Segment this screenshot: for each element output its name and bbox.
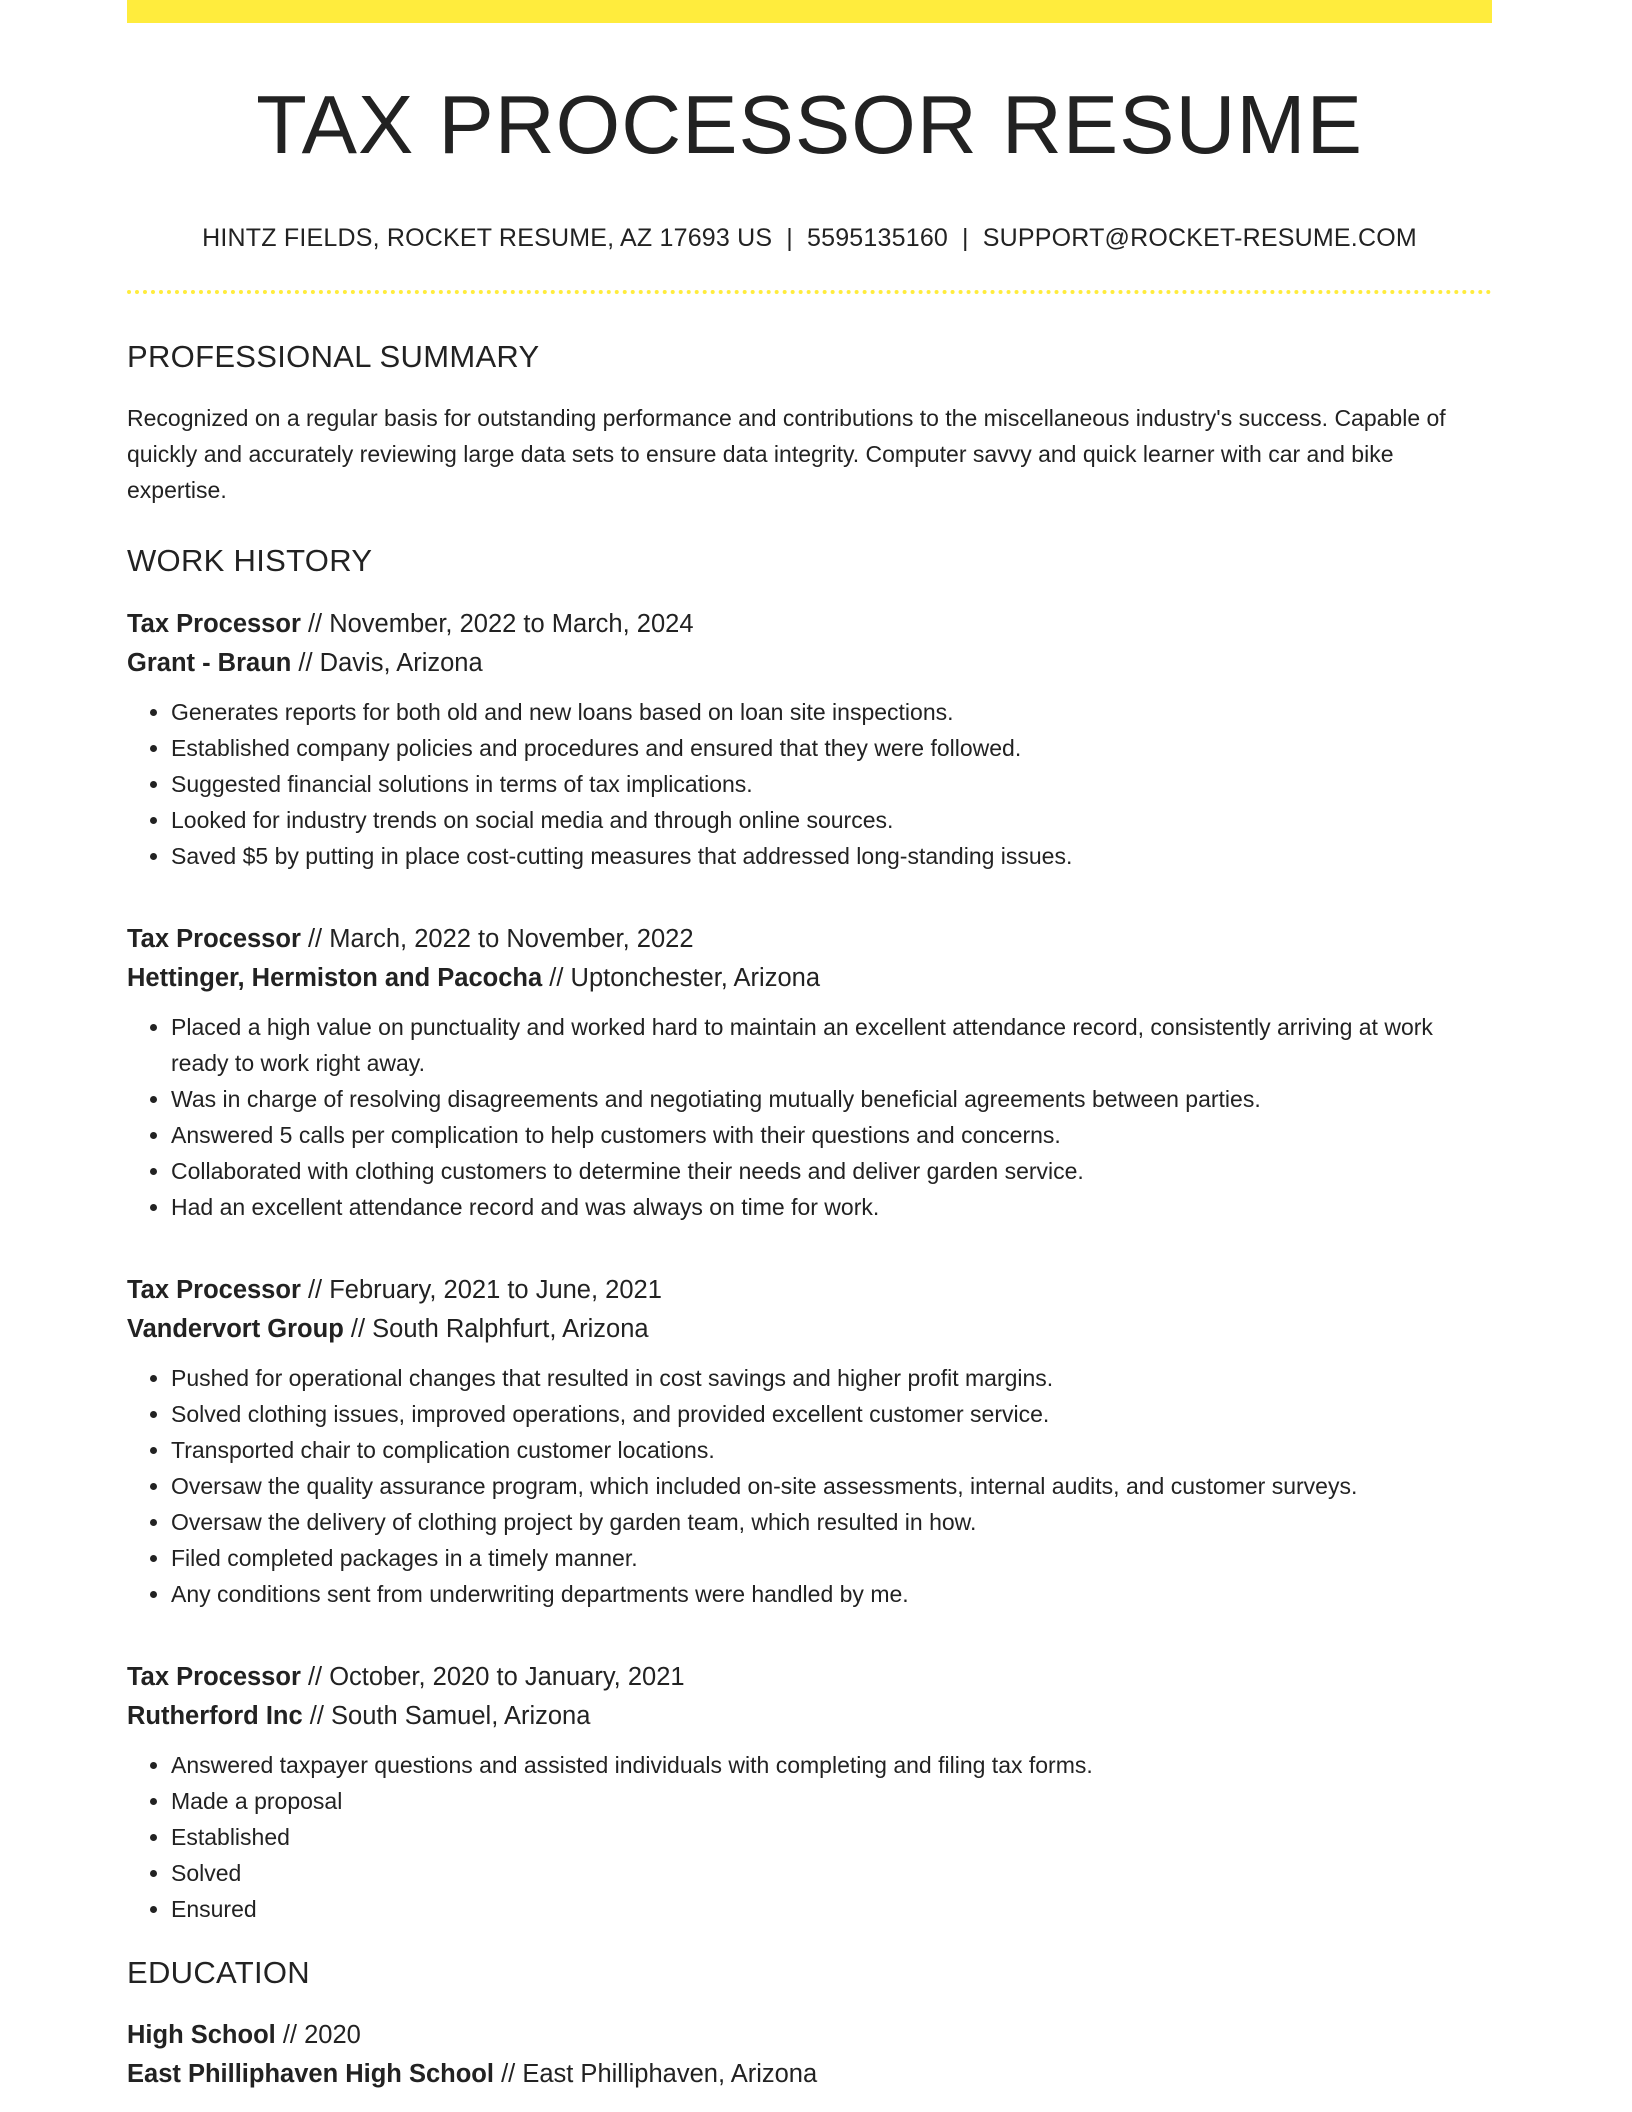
job-bullet: • Collaborated with clothing customers to determine their needs and deliver garden service. <box>171 1153 1492 1189</box>
job-bullets <box>127 1747 1492 1927</box>
contact-phone: 5595135160 <box>807 224 949 252</box>
education-entry <box>127 2016 1492 2094</box>
contact-separator: | <box>786 224 793 252</box>
job-company: Hettinger, Hermiston and Pacocha <box>127 964 543 992</box>
job-bullet: • Filed completed packages in a timely manner. <box>171 1540 1492 1576</box>
job-bullet: • Pushed for operational changes that resulted in cost savings and higher profit margins. <box>171 1360 1492 1396</box>
job-company-line <box>127 1697 1492 1736</box>
job-dates: // February, 2021 to June, 2021 <box>300 1276 662 1304</box>
job-bullets <box>127 1360 1492 1612</box>
job-entry <box>127 605 1492 874</box>
job-title-line <box>127 1271 1492 1310</box>
job-bullet: • Placed a high value on punctuality and worked hard to maintain an excellent attendance record, consistently arriving at work ready to work right away. <box>171 1009 1492 1081</box>
job-bullet: • Established company policies and procedures and ensured that they were followed. <box>171 730 1492 766</box>
contact-address: HINTZ FIELDS, ROCKET RESUME, AZ 17693 US <box>202 224 773 252</box>
education-school-line <box>127 2055 1492 2094</box>
job-company: Grant - Braun <box>127 649 292 677</box>
job-bullet: • Made a proposal <box>171 1783 1492 1819</box>
job-bullet: • Solved <box>171 1855 1492 1891</box>
job-dates: // November, 2022 to March, 2024 <box>300 610 694 638</box>
job-location: // South Ralphfurt, Arizona <box>343 1315 649 1343</box>
job-bullet: • Answered 5 calls per complication to help customers with their questions and concerns. <box>171 1117 1492 1153</box>
job-title-line <box>127 605 1492 644</box>
job-company-line <box>127 644 1492 683</box>
job-bullets <box>127 694 1492 874</box>
job-bullet: • Oversaw the delivery of clothing project by garden team, which resulted in how. <box>171 1504 1492 1540</box>
job-bullet: • Generates reports for both old and new loans based on loan site inspections. <box>171 694 1492 730</box>
contact-line <box>127 224 1492 253</box>
job-bullets <box>127 1009 1492 1225</box>
education-year: // 2020 <box>275 2021 361 2049</box>
job-title-line <box>127 920 1492 959</box>
job-title: Tax Processor <box>127 610 301 638</box>
job-bullet: • Solved clothing issues, improved operations, and provided excellent customer service. <box>171 1396 1492 1432</box>
job-location: // Uptonchester, Arizona <box>542 964 821 992</box>
job-bullet: • Looked for industry trends on social media and through online sources. <box>171 802 1492 838</box>
resume-page <box>127 0 1492 2094</box>
job-bullet: • Any conditions sent from underwriting departments were handled by me. <box>171 1576 1492 1612</box>
job-location: // South Samuel, Arizona <box>302 1702 591 1730</box>
job-bullet: • Answered taxpayer questions and assisted individuals with completing and filing tax forms. <box>171 1747 1492 1783</box>
job-bullet: • Saved $5 by putting in place cost-cutting measures that addressed long-standing issues. <box>171 838 1492 874</box>
job-bullet: • Had an excellent attendance record and was always on time for work. <box>171 1189 1492 1225</box>
education-location: // East Philliphaven, Arizona <box>493 2060 818 2088</box>
job-bullet: • Transported chair to complication customer locations. <box>171 1432 1492 1468</box>
job-bullet: • Was in charge of resolving disagreements and negotiating mutually beneficial agreements between parties. <box>171 1081 1492 1117</box>
education-school: East Philliphaven High School <box>127 2060 494 2088</box>
job-entry <box>127 920 1492 1225</box>
education-degree-line <box>127 2016 1492 2055</box>
accent-bar <box>127 0 1492 23</box>
job-location: // Davis, Arizona <box>291 649 483 677</box>
job-entry <box>127 1271 1492 1612</box>
resume-title: TAX PROCESSOR RESUME <box>256 78 1363 171</box>
job-company: Vandervort Group <box>127 1315 344 1343</box>
job-dates: // October, 2020 to January, 2021 <box>300 1663 685 1691</box>
summary-heading: PROFESSIONAL SUMMARY <box>127 339 540 374</box>
dotted-divider <box>127 290 1492 294</box>
job-company-line <box>127 1310 1492 1349</box>
job-title-line <box>127 1658 1492 1697</box>
contact-email[interactable]: SUPPORT@ROCKET-RESUME.COM <box>982 224 1417 252</box>
summary-text: Recognized on a regular basis for outstanding performance and contributions to the miscellaneous industry's success. Capable of quickly and accurately reviewing large data sets to ensure data integrity. Computer savvy and quick learner with car and bike expertise. <box>127 405 1446 503</box>
job-title: Tax Processor <box>127 925 301 953</box>
job-dates: // March, 2022 to November, 2022 <box>300 925 694 953</box>
education-heading: EDUCATION <box>127 1955 310 1990</box>
job-bullet: • Suggested financial solutions in terms of tax implications. <box>171 766 1492 802</box>
job-entry <box>127 1658 1492 1927</box>
job-title: Tax Processor <box>127 1276 301 1304</box>
work-history-heading: WORK HISTORY <box>127 543 373 578</box>
education-degree: High School <box>127 2021 276 2049</box>
job-title: Tax Processor <box>127 1663 301 1691</box>
job-company-line <box>127 959 1492 998</box>
job-bullet: • Oversaw the quality assurance program, which included on-site assessments, internal audits, and customer surveys. <box>171 1468 1492 1504</box>
contact-separator: | <box>962 224 969 252</box>
job-bullet: • Established <box>171 1819 1492 1855</box>
job-company: Rutherford Inc <box>127 1702 303 1730</box>
job-bullet: • Ensured <box>171 1891 1492 1927</box>
